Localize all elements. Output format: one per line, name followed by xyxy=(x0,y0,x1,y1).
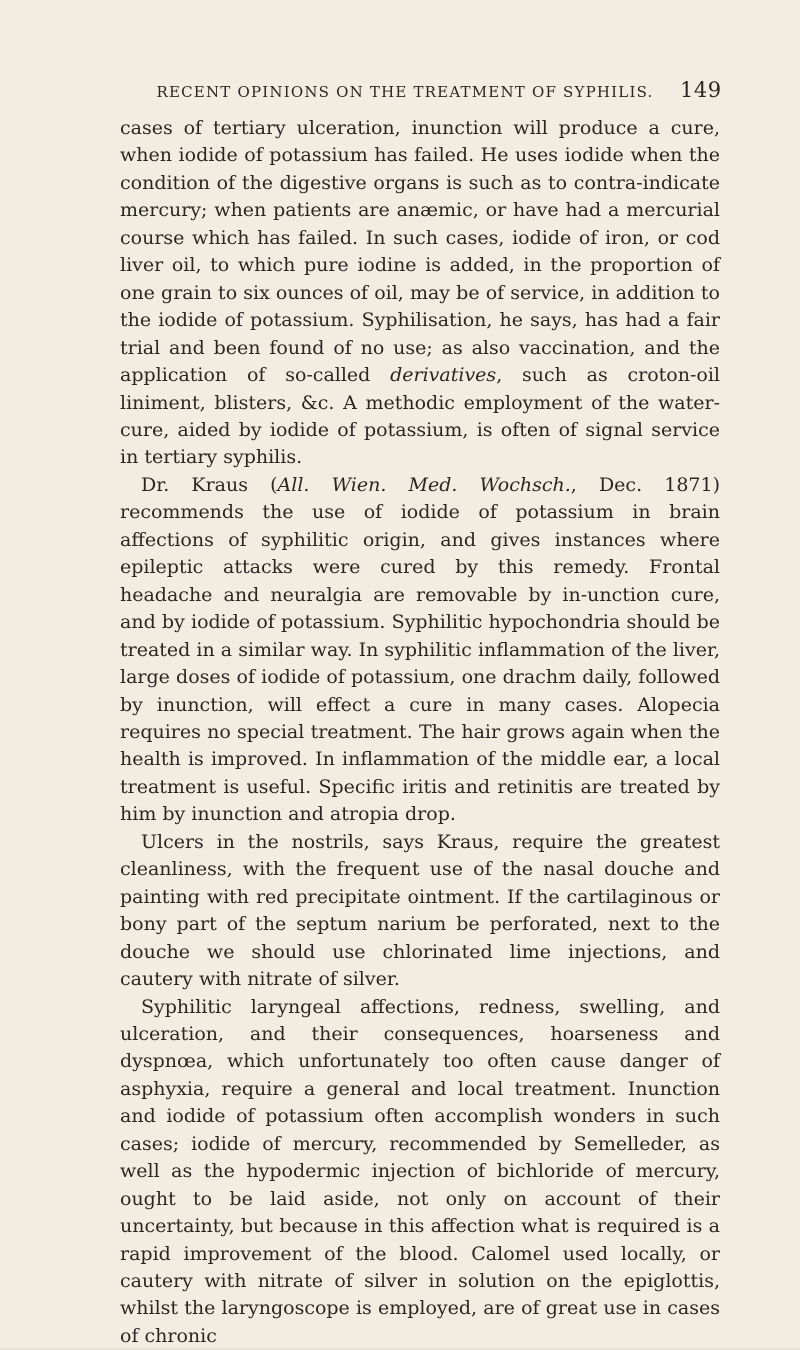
italic-term-derivatives: derivatives xyxy=(390,364,496,386)
paragraph-1 xyxy=(120,115,720,472)
paragraph-2-text-cont: , Dec. 1871) recommends the use of iodide of potassium in brain affections of syphilitic origin, and gives instances where epileptic attacks were cured by this remedy. Frontal headache and neuralgia are removable by in-unction cure, and by iodide of potassium. Syphilitic hypochondria should be treated in a similar way. In syphilitic inflammation of the liver, large doses of iodide of potassium, one drachm daily, followed by inunction, will effect a cure in many cases. Alopecia requires no special treatment. The hair grows again when the health is improved. In inflammation of the middle ear, a local treatment is useful. Specific iritis and retinitis are treated by him by inunction and atropia drop. xyxy=(120,474,720,825)
citation-journal: All. Wien. Med. Wochsch. xyxy=(278,474,571,496)
body-text xyxy=(120,115,720,1350)
paragraph-4 xyxy=(120,994,720,1350)
paragraph-4-text: Syphilitic laryngeal affections, redness, swelling, and ulceration, and their consequences, hoarseness and dyspnœa, which unfortunately too often cause danger of asphyxia, require a general and local treatment. Inunction and iodide of potassium often accomplish wonders in such cases; iodide of mercury, recommended by Semelleder, as well as the hypodermic injection of bichloride of mercury, ought to be laid aside, not only on account of their uncertainty, but because in this affection what is required is a rapid improvement of the blood. Calomel used locally, or cautery with nitrate of silver in solution on the epiglottis, whilst the laryngoscope is employed, are of great use in cases of chronic xyxy=(120,996,720,1347)
running-title: RECENT OPINIONS ON THE TREATMENT OF SYPHILIS. xyxy=(120,83,680,101)
paragraph-3-text: Ulcers in the nostrils, says Kraus, require the greatest cleanliness, with the frequent use of the nasal douche and painting with red precipitate ointment. If the cartilaginous or bony part of the septum narium be perforated, next to the douche we should use chlorinated lime injections, and cautery with nitrate of silver. xyxy=(120,831,720,990)
paragraph-1-text-cont: , such as croton-oil liniment, blisters, &c. A methodic employment of the water-cure, aided by iodide of potassium, is often of signal service in tertiary syphilis. xyxy=(120,364,720,468)
running-header xyxy=(120,78,720,102)
paragraph-3 xyxy=(120,829,720,994)
paragraph-2-text: Dr. Kraus ( xyxy=(141,474,278,496)
paragraph-2 xyxy=(120,472,720,829)
paragraph-1-text: cases of tertiary ulceration, inunction will produce a cure, when iodide of potassium has failed. He uses iodide when the condition of the digestive organs is such as to contra-indicate mercury; when patients are anæmic, or have had a mercurial course which has failed. In such cases, iodide of iron, or cod liver oil, to which pure iodine is added, in the proportion of one grain to six ounces of oil, may be of service, in addition to the iodide of potassium. Syphilisation, he says, has had a fair trial and been found of no use; as also vaccination, and the application of so-called xyxy=(120,117,720,386)
page-number: 149 xyxy=(680,78,720,102)
